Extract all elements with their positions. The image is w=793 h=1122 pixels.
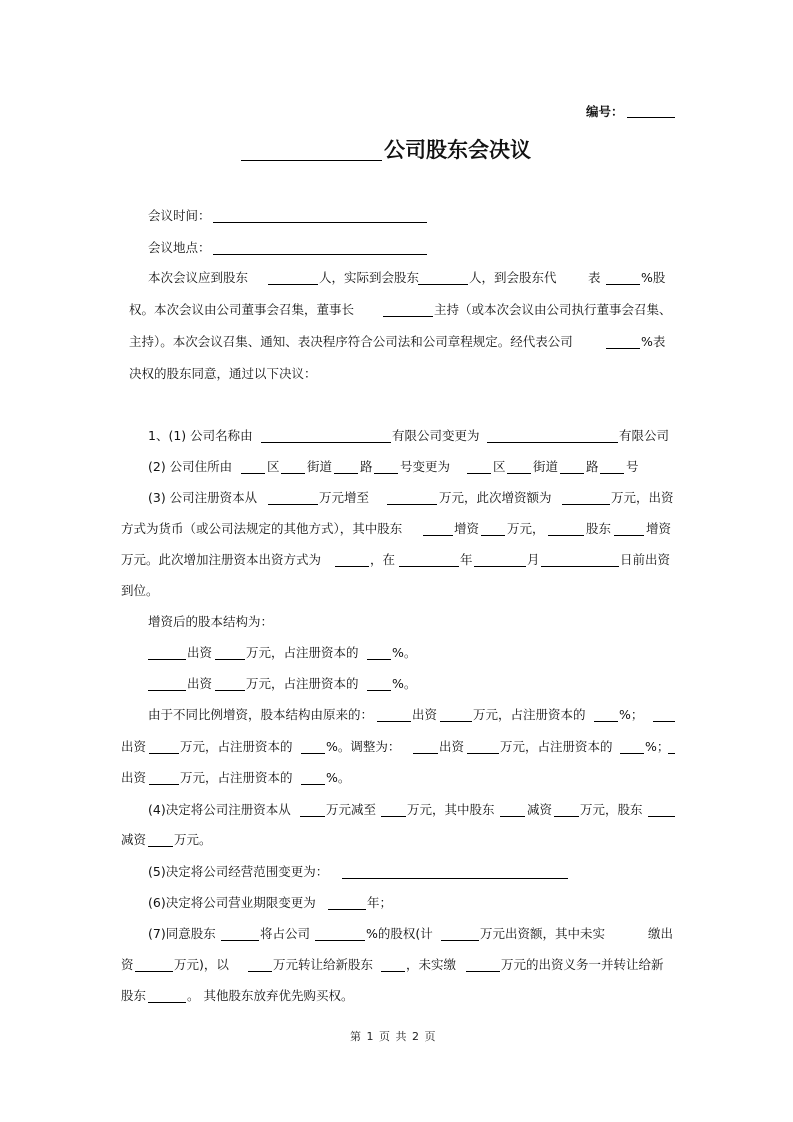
blank[interactable] xyxy=(334,473,358,474)
meeting-time-blank[interactable] xyxy=(213,222,427,223)
resolution-text: 年； xyxy=(367,895,393,910)
resolution-text: ，未实缴 xyxy=(406,957,457,972)
blank[interactable] xyxy=(554,816,579,817)
resolution-text: 万元，此次增资额为 xyxy=(439,490,552,505)
blank[interactable] xyxy=(423,535,453,536)
resolution-text: 缴出 xyxy=(648,926,674,941)
resolution-text: (2) 公司住所由 xyxy=(148,459,233,474)
blank[interactable] xyxy=(481,535,505,536)
structure-text: %。调整为： xyxy=(326,739,401,754)
resolution-text: 万元出资额，其中未实 xyxy=(480,926,606,941)
blank[interactable] xyxy=(594,721,618,722)
resolution-text: 万元。此次增加注册资本出资方式为 xyxy=(121,552,322,567)
resolution-text: 万元)，以 xyxy=(174,957,229,972)
structure-text: %。 xyxy=(392,676,417,691)
resolution-text: 股东 xyxy=(121,988,147,1003)
blank[interactable] xyxy=(215,690,245,691)
structure-text: %。 xyxy=(326,770,351,785)
resolution-text: 街道 xyxy=(307,459,333,474)
page-title: 公司股东会决议 xyxy=(384,138,531,162)
structure-text: 出资 xyxy=(121,739,147,754)
meeting-place-blank[interactable] xyxy=(213,254,427,255)
blank[interactable] xyxy=(606,284,640,285)
blank[interactable] xyxy=(148,690,186,691)
blank[interactable] xyxy=(413,753,438,754)
resolution-text: (4)决定将公司注册资本从 xyxy=(148,802,291,817)
structure-text: 万元，占注册资本的 xyxy=(246,676,359,691)
structure-text: 出资 xyxy=(121,770,147,785)
resolution-text: 万元，出资 xyxy=(611,490,674,505)
intro-text: 决权的股东同意，通过以下决议： xyxy=(129,366,317,381)
intro-text: 主持）。本次会议召集、通知、表决程序符合公司法和公司章程规定。经代表公司 xyxy=(129,334,573,349)
structure-text: 万元，占注册资本的 xyxy=(180,770,293,785)
blank[interactable] xyxy=(620,753,644,754)
resolution-text: 万元， xyxy=(507,521,545,536)
blank[interactable] xyxy=(148,846,173,847)
resolution-text: 有限公司 xyxy=(619,428,670,443)
resolution-text: 月 xyxy=(527,552,540,567)
resolution-text: (5)决定将公司经营范围变更为： xyxy=(148,864,329,879)
blank[interactable] xyxy=(441,940,479,941)
resolution-text: 万元转让给新股东 xyxy=(273,957,374,972)
intro-text: 人，实际到会股东 xyxy=(319,270,420,285)
blank[interactable] xyxy=(367,690,391,691)
resolution-text: 。 其他股东放弃优先购买权。 xyxy=(187,988,354,1003)
blank[interactable] xyxy=(215,659,245,660)
blank[interactable] xyxy=(474,566,526,567)
blank[interactable] xyxy=(440,721,472,722)
resolution-text: 街道 xyxy=(533,459,559,474)
blank[interactable] xyxy=(268,504,318,505)
resolution-text: 万元，其中股东 xyxy=(407,802,495,817)
intro-text: 主持（或本次会议由公司执行董事会召集、 xyxy=(434,302,672,317)
resolution-text: ，在 xyxy=(370,552,396,567)
resolution-text: 日前出资 xyxy=(620,552,671,567)
blank[interactable] xyxy=(300,816,325,817)
blank[interactable] xyxy=(614,535,644,536)
blank[interactable] xyxy=(548,535,584,536)
blank[interactable] xyxy=(560,473,584,474)
blank[interactable] xyxy=(381,971,405,972)
blank[interactable] xyxy=(541,566,619,567)
blank[interactable] xyxy=(466,971,500,972)
resolution-text: 将占公司 xyxy=(260,926,311,941)
resolution-text: 路 xyxy=(586,459,599,474)
resolution-text: (6)决定将公司营业期限变更为 xyxy=(148,895,316,910)
blank[interactable] xyxy=(367,659,391,660)
intro-text: %表 xyxy=(641,334,666,349)
section-heading: 增资后的股本结构为： xyxy=(148,614,274,629)
resolution-text: 减资 xyxy=(121,832,147,847)
structure-text: 万元，占注册资本的 xyxy=(246,645,359,660)
blank[interactable] xyxy=(315,940,365,941)
blank[interactable] xyxy=(148,1002,186,1003)
blank[interactable] xyxy=(241,473,265,474)
document-number-blank[interactable] xyxy=(627,117,675,118)
structure-text: 出资 xyxy=(187,645,213,660)
blank[interactable] xyxy=(268,284,318,285)
structure-text: 万元，占注册资本的 xyxy=(180,739,293,754)
blank[interactable] xyxy=(377,721,411,722)
blank[interactable] xyxy=(500,816,525,817)
resolution-text: 增资 xyxy=(646,521,672,536)
blank[interactable] xyxy=(135,971,173,972)
blank[interactable] xyxy=(467,473,491,474)
business-scope-blank[interactable] xyxy=(342,878,568,879)
resolution-text: %的股权(计 xyxy=(366,926,433,941)
structure-text: 出资 xyxy=(439,739,465,754)
structure-text: 万元，占注册资本的 xyxy=(500,739,613,754)
blank[interactable] xyxy=(281,473,305,474)
blank[interactable] xyxy=(600,473,624,474)
document-number-label: 编号： xyxy=(586,104,624,119)
blank[interactable] xyxy=(374,473,398,474)
resolution-text: (3) 公司注册资本从 xyxy=(148,490,258,505)
blank[interactable] xyxy=(148,659,186,660)
blank[interactable] xyxy=(418,284,468,285)
intro-text: 表 xyxy=(588,270,601,285)
structure-text: 出资 xyxy=(412,707,438,722)
intro-text: 权。本次会议由公司董事会召集，董事长 xyxy=(129,302,355,317)
resolution-text: 万元，股东 xyxy=(580,802,643,817)
resolution-text: 有限公司变更为 xyxy=(392,428,480,443)
structure-text: %； xyxy=(645,739,670,754)
resolution-text: 万元减至 xyxy=(326,802,377,817)
resolution-text: 方式为货币（或公司法规定的其他方式），其中股东 xyxy=(121,521,403,536)
resolution-text: 股东 xyxy=(586,521,612,536)
blank[interactable] xyxy=(648,816,675,817)
blank[interactable] xyxy=(248,971,272,972)
blank[interactable] xyxy=(335,566,369,567)
blank[interactable] xyxy=(149,753,179,754)
blank[interactable] xyxy=(653,721,675,722)
blank[interactable] xyxy=(387,504,437,505)
blank[interactable] xyxy=(487,442,618,443)
resolution-text: 增资 xyxy=(454,521,480,536)
resolution-text: 区 xyxy=(267,459,280,474)
blank[interactable] xyxy=(328,909,366,910)
resolution-text: 万元的出资义务一并转让给新 xyxy=(501,957,664,972)
resolution-text: 号 xyxy=(626,459,639,474)
resolution-text: 减资 xyxy=(527,802,553,817)
meeting-time-label: 会议时间： xyxy=(148,208,211,223)
blank[interactable] xyxy=(383,316,433,317)
blank[interactable] xyxy=(467,753,499,754)
intro-text: 人，到会股东代 xyxy=(469,270,557,285)
resolution-text: 年 xyxy=(460,552,473,567)
structure-text: %。 xyxy=(392,645,417,660)
blank[interactable] xyxy=(301,784,325,785)
blank[interactable] xyxy=(507,473,531,474)
meeting-place-label: 会议地点： xyxy=(148,240,211,255)
blank[interactable] xyxy=(261,442,391,443)
blank[interactable] xyxy=(606,348,640,349)
blank[interactable] xyxy=(149,784,179,785)
structure-text: 由于不同比例增资，股本结构由原来的： xyxy=(148,707,374,722)
blank[interactable] xyxy=(668,753,675,754)
intro-text: %股 xyxy=(641,270,666,285)
blank[interactable] xyxy=(399,566,459,567)
structure-text: 出资 xyxy=(187,676,213,691)
resolution-text: 区 xyxy=(493,459,506,474)
resolution-text: 路 xyxy=(360,459,373,474)
page-number: 第 1 页 共 2 页 xyxy=(350,1030,437,1043)
resolution-text: (7)同意股东 xyxy=(148,926,216,941)
blank[interactable] xyxy=(221,940,259,941)
company-name-blank[interactable] xyxy=(241,160,382,161)
structure-text: %； xyxy=(619,707,644,722)
resolution-text: 1、(1) 公司名称由 xyxy=(148,428,253,443)
blank[interactable] xyxy=(562,504,610,505)
blank[interactable] xyxy=(301,753,325,754)
resolution-text: 到位。 xyxy=(121,583,159,598)
resolution-text: 号变更为 xyxy=(400,459,451,474)
intro-text: 本次会议应到股东 xyxy=(148,270,249,285)
resolution-text: 万元。 xyxy=(174,832,212,847)
blank[interactable] xyxy=(381,816,406,817)
resolution-text: 万元增至 xyxy=(319,490,370,505)
structure-text: 万元，占注册资本的 xyxy=(473,707,586,722)
resolution-text: 资 xyxy=(121,957,134,972)
